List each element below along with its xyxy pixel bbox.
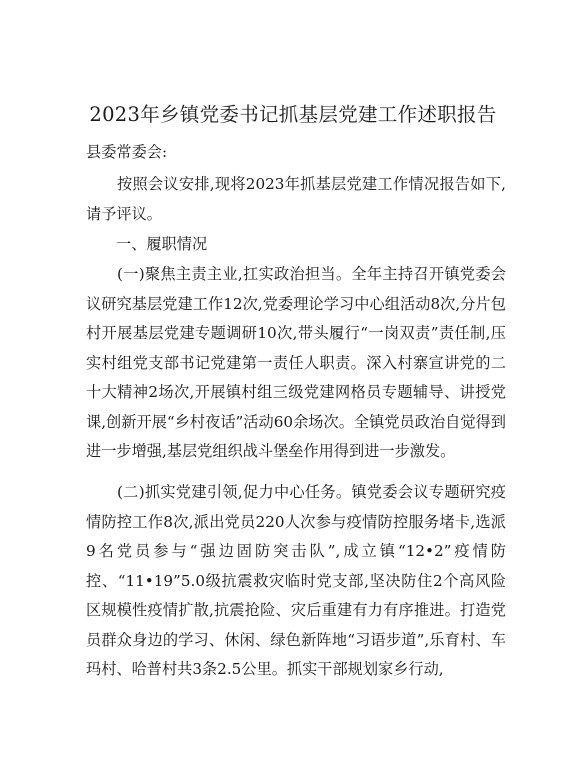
- salutation: 县委常委会:: [86, 143, 168, 161]
- section-heading: 一、履职情况: [116, 235, 208, 253]
- document-title: 2023年乡镇党委书记抓基层党建工作述职报告: [89, 103, 497, 126]
- paragraph-party-building-guidance: (二)抓实党建引领,促力中心任务。镇党委会议专题研究疫情防控工作8次,派出党员220人次参与疫情防控服务堵卡,选派9名党员参与“强边固防突击队”,成立镇“12•2”疫情防控、“11•19”5.0级抗震救灾临时党支部,坚决防住2个高风险区规模性疫情扩散,抗震抢险、灾后重建有力有序推进。打造党员群众身边的学习、休闲、绿色新阵地“习语步道”,乐育村、车玛村、哈普村共3条2.5公里。抓实干部规划家乡行动,: [86, 483, 506, 678]
- intro-paragraph: 按照会议安排,现将2023年抓基层党建工作情况报告如下,请予评议。: [86, 175, 506, 223]
- paragraph-political-responsibility: (一)聚焦主责主业,扛实政治担当。全年主持召开镇党委会议研究基层党建工作12次,党委理论学习中心组活动8次,分片包村开展基层党建专题调研10次,带头履行“一岗双责”责任制,压实村组党支部书记党建第一责任人职责。深入村寨宣讲党的二十大精神2场次,开展镇村组三级党建网格员专题辅导、讲授党课,创新开展“乡村夜话”活动60余场次。全镇党员政治自觉得到进一步增强,基层党组织战斗堡垒作用得到进一步激发。: [86, 265, 506, 460]
